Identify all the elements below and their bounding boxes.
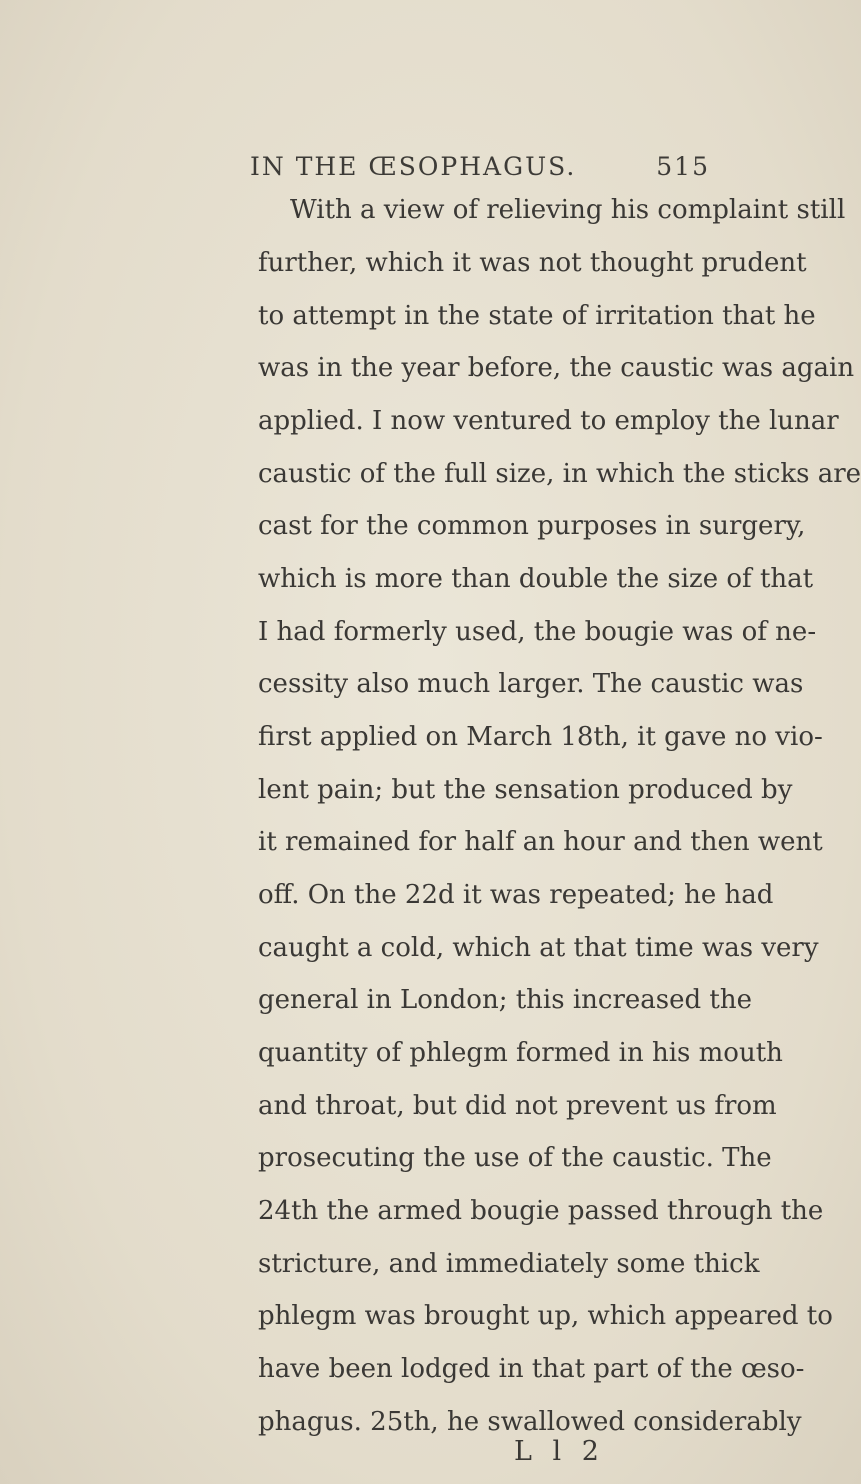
signature-mark: L l 2 [514,1436,605,1467]
text-line: and throat, but did not prevent us from [258,1091,777,1121]
text-line: to attempt in the state of irritation that he [258,301,816,331]
text-line: phagus. 25th, he swallowed considerably [258,1407,802,1437]
text-line: further, which it was not thought prudent [258,248,807,278]
text-line: lent pain; but the sensation produced by [258,775,793,805]
text-line: cast for the common purposes in surgery, [258,511,806,541]
text-line: have been lodged in that part of the œso- [258,1354,805,1384]
text-line: prosecuting the use of the caustic. The [258,1143,772,1173]
text-line: With a view of relieving his complaint still [290,195,846,225]
text-line: caught a cold, which at that time was very [258,933,819,963]
text-line: stricture, and immediately some thick [258,1249,760,1279]
text-line: which is more than double the size of that [258,564,814,594]
text-line: I had formerly used, the bougie was of ne- [258,617,817,647]
running-head-title: IN THE ŒSOPHAGUS. [250,152,577,181]
text-line: it remained for half an hour and then went [258,827,823,857]
text-line: first applied on March 18th, it gave no vio- [258,722,823,752]
text-line: 24th the armed bougie passed through the [258,1196,824,1226]
text-line: off. On the 22d it was repeated; he had [258,880,774,910]
text-line: caustic of the full size, in which the sticks are [258,459,861,489]
text-line: quantity of phlegm formed in his mouth [258,1038,783,1068]
text-line: applied. I now ventured to employ the lunar [258,406,839,436]
text-line: phlegm was brought up, which appeared to [258,1301,833,1331]
text-line: cessity also much larger. The caustic was [258,669,804,699]
text-line: general in London; this increased the [258,985,752,1015]
text-line: was in the year before, the caustic was again [258,353,855,383]
page-number: 515 [656,152,710,181]
